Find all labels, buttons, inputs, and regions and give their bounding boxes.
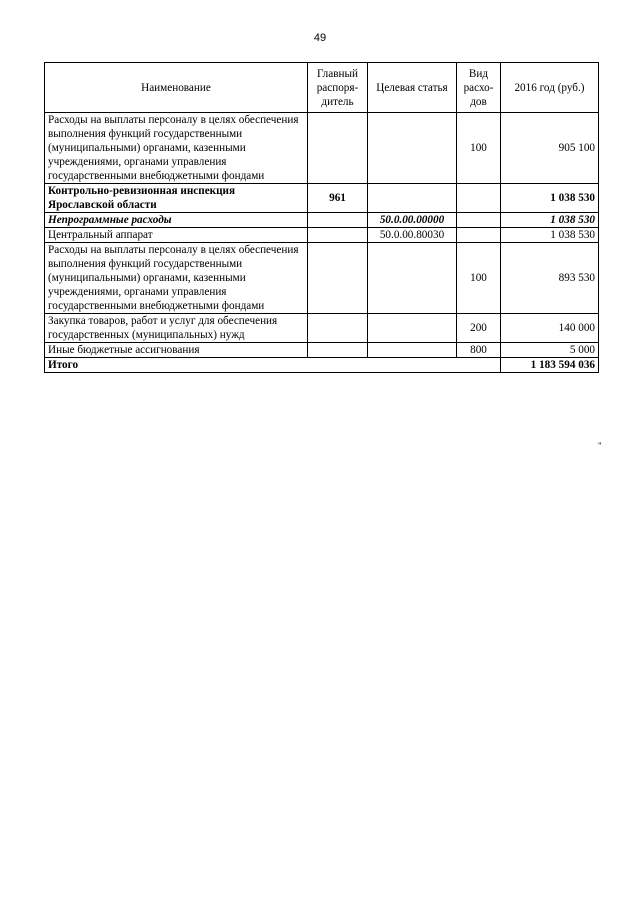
header-cs: Целевая статья <box>368 63 457 113</box>
cell-name: Расходы на выплаты персоналу в целях обеспечения выполнения функций государственными (муниципальными) органами, казенными учреждениями, органами управления государственными внебюджетными фондами <box>45 113 308 184</box>
cell-vr <box>457 228 501 243</box>
cell-amount: 893 530 <box>501 243 599 314</box>
cell-vr <box>457 213 501 228</box>
cell-vr: 100 <box>457 113 501 184</box>
page-number: 49 <box>313 32 327 44</box>
header-vr: Вид расхо-дов <box>457 63 501 113</box>
cell-grbs <box>308 243 368 314</box>
total-label: Итого <box>45 358 501 373</box>
cell-name: Закупка товаров, работ и услуг для обеспечения государственных (муниципальных) нужд <box>45 314 308 343</box>
cell-vr: 800 <box>457 343 501 358</box>
header-grbs: Главный распоря-дитель <box>308 63 368 113</box>
total-row <box>45 358 599 373</box>
table-row <box>45 213 599 228</box>
cell-grbs <box>308 314 368 343</box>
cell-cs: 50.0.00.80030 <box>368 228 457 243</box>
cell-name: Непрограммные расходы <box>45 213 308 228</box>
budget-table <box>44 62 599 373</box>
table-row <box>45 228 599 243</box>
table-row <box>45 243 599 314</box>
cell-amount: 5 000 <box>501 343 599 358</box>
cell-vr: 100 <box>457 243 501 314</box>
cell-amount: 1 038 530 <box>501 184 599 213</box>
table-row <box>45 314 599 343</box>
cell-name: Центральный аппарат <box>45 228 308 243</box>
cell-amount: 905 100 <box>501 113 599 184</box>
cell-name: Расходы на выплаты персоналу в целях обеспечения выполнения функций государственными (муниципальными) органами, казенными учреждениями, органами управления государственными внебюджетными фондами <box>45 243 308 314</box>
cell-vr: 200 <box>457 314 501 343</box>
cell-grbs <box>308 113 368 184</box>
cell-cs <box>368 184 457 213</box>
total-amount: 1 183 594 036 <box>501 358 599 373</box>
cell-name: Иные бюджетные ассигнования <box>45 343 308 358</box>
cell-cs <box>368 314 457 343</box>
cell-vr <box>457 184 501 213</box>
header-name: Наименование <box>45 63 308 113</box>
cell-grbs <box>308 213 368 228</box>
cell-grbs <box>308 228 368 243</box>
header-row <box>45 63 599 113</box>
cell-cs <box>368 113 457 184</box>
cell-amount: 140 000 <box>501 314 599 343</box>
table-row <box>45 113 599 184</box>
table-row <box>45 184 599 213</box>
cell-grbs: 961 <box>308 184 368 213</box>
cell-amount: 1 038 530 <box>501 213 599 228</box>
cell-cs <box>368 243 457 314</box>
cell-name: Контрольно-ревизионная инспекция Ярославской области <box>45 184 308 213</box>
cell-amount: 1 038 530 <box>501 228 599 243</box>
closing-quote: " <box>598 441 602 451</box>
cell-cs: 50.0.00.00000 <box>368 213 457 228</box>
table-row <box>45 343 599 358</box>
cell-cs <box>368 343 457 358</box>
cell-grbs <box>308 343 368 358</box>
header-amount: 2016 год (руб.) <box>501 63 599 113</box>
